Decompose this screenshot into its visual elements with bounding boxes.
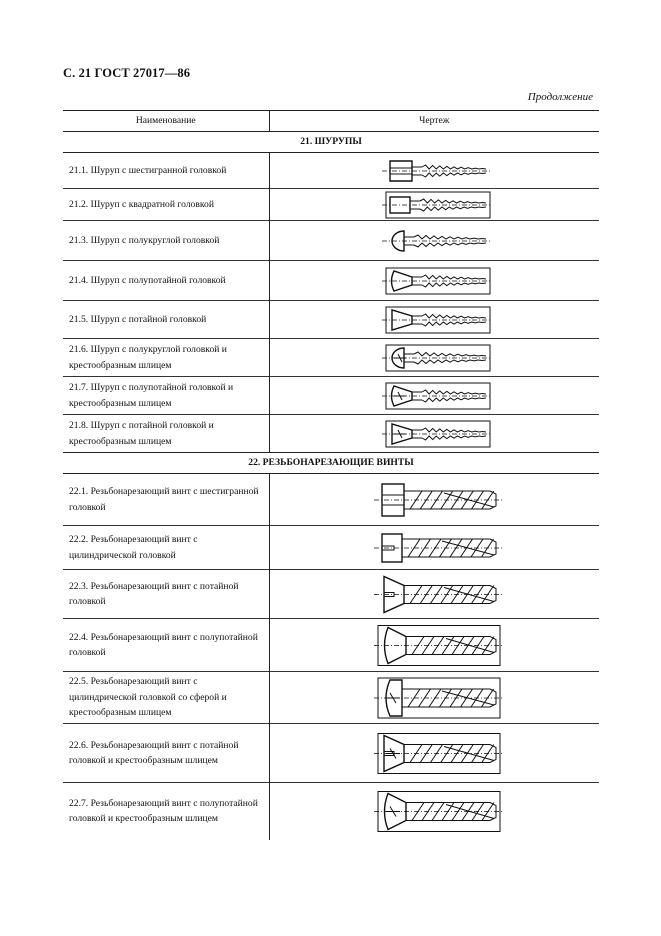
row-name: 21.8. Шуруп с потайной головкой и крестообразным шлицем: [63, 415, 269, 453]
column-header-name: Наименование: [63, 111, 269, 132]
screw-drawing: [270, 221, 600, 261]
row-name: 22.3. Резьбонарезающий винт с потайной головкой: [63, 570, 269, 619]
screw-drawing: [270, 415, 600, 453]
row-name: 22.7. Резьбонарезающий винт с полупотайной головкой и крестообразным шлицем: [63, 783, 269, 840]
table-row: [63, 339, 599, 377]
screw-drawing: [270, 301, 600, 339]
table-row: [63, 415, 599, 453]
table-row: [63, 672, 599, 724]
screw-drawing: [270, 619, 600, 672]
table-row: [63, 261, 599, 301]
table-row: [63, 153, 599, 189]
table-row: [63, 570, 599, 619]
row-name: 21.3. Шуруп с полукруглой головкой: [63, 221, 269, 261]
row-name: 22.5. Резьбонарезающий винт с цилиндрической головкой со сферой и крестообразным шлицем: [63, 672, 269, 724]
table-row: [63, 783, 599, 840]
row-name: 22.4. Резьбонарезающий винт с полупотайной головкой: [63, 619, 269, 672]
column-header-drawing: Чертеж: [269, 111, 599, 132]
table-row: [63, 301, 599, 339]
section-title: 22. РЕЗЬБОНАРЕЗАЮЩИЕ ВИНТЫ: [63, 453, 599, 474]
drawing-22-2: [270, 526, 600, 576]
screw-drawing: [270, 474, 600, 526]
table-row: [63, 221, 599, 261]
drawing-22-4: [270, 619, 600, 678]
table-row: [63, 377, 599, 415]
table-row: [63, 619, 599, 672]
drawing-22-5: [270, 672, 600, 730]
drawing-22-7: [270, 783, 600, 846]
row-name: 21.7. Шуруп с полупотайной головкой и крестообразным шлицем: [63, 377, 269, 415]
screw-drawing: [270, 724, 600, 783]
fastener-table: [63, 110, 599, 840]
continuation-label: Продолжение: [527, 91, 593, 103]
row-name: 22.1. Резьбонарезающий винт с шестигранной головкой: [63, 474, 269, 526]
row-name: 22.2. Резьбонарезающий винт с цилиндрической головкой: [63, 526, 269, 570]
drawing-22-3: [270, 570, 600, 625]
page-header: С. 21 ГОСТ 27017—86: [63, 66, 191, 80]
screw-drawing: [270, 377, 600, 415]
section-title: 21. ШУРУПЫ: [63, 132, 599, 153]
table-row: [63, 724, 599, 783]
screw-drawing: [270, 526, 600, 570]
drawing-22-6: [270, 724, 600, 789]
row-name: 22.6. Резьбонарезающий винт с потайной головкой и крестообразным шлицем: [63, 724, 269, 783]
row-name: 21.4. Шуруп с полупотайной головкой: [63, 261, 269, 301]
screw-drawing: [270, 783, 600, 840]
drawing-22-1: [270, 474, 600, 532]
screw-drawing: [270, 339, 600, 377]
screw-drawing: [270, 261, 600, 301]
table-row: [63, 474, 599, 526]
section-row: [63, 132, 599, 153]
row-name: 21.6. Шуруп с полукруглой головкой и крестообразным шлицем: [63, 339, 269, 377]
screw-drawing: [270, 672, 600, 724]
row-name: 21.2. Шуруп с квадратной головкой: [63, 189, 269, 221]
row-name: 21.1. Шуруп с шестигранной головкой: [63, 153, 269, 189]
screw-drawing: [270, 570, 600, 619]
drawing-21-8: [270, 415, 600, 459]
table-row: [63, 189, 599, 221]
screw-drawing: [270, 153, 600, 189]
table-row: [63, 526, 599, 570]
screw-drawing: [270, 189, 600, 221]
row-name: 21.5. Шуруп с потайной головкой: [63, 301, 269, 339]
